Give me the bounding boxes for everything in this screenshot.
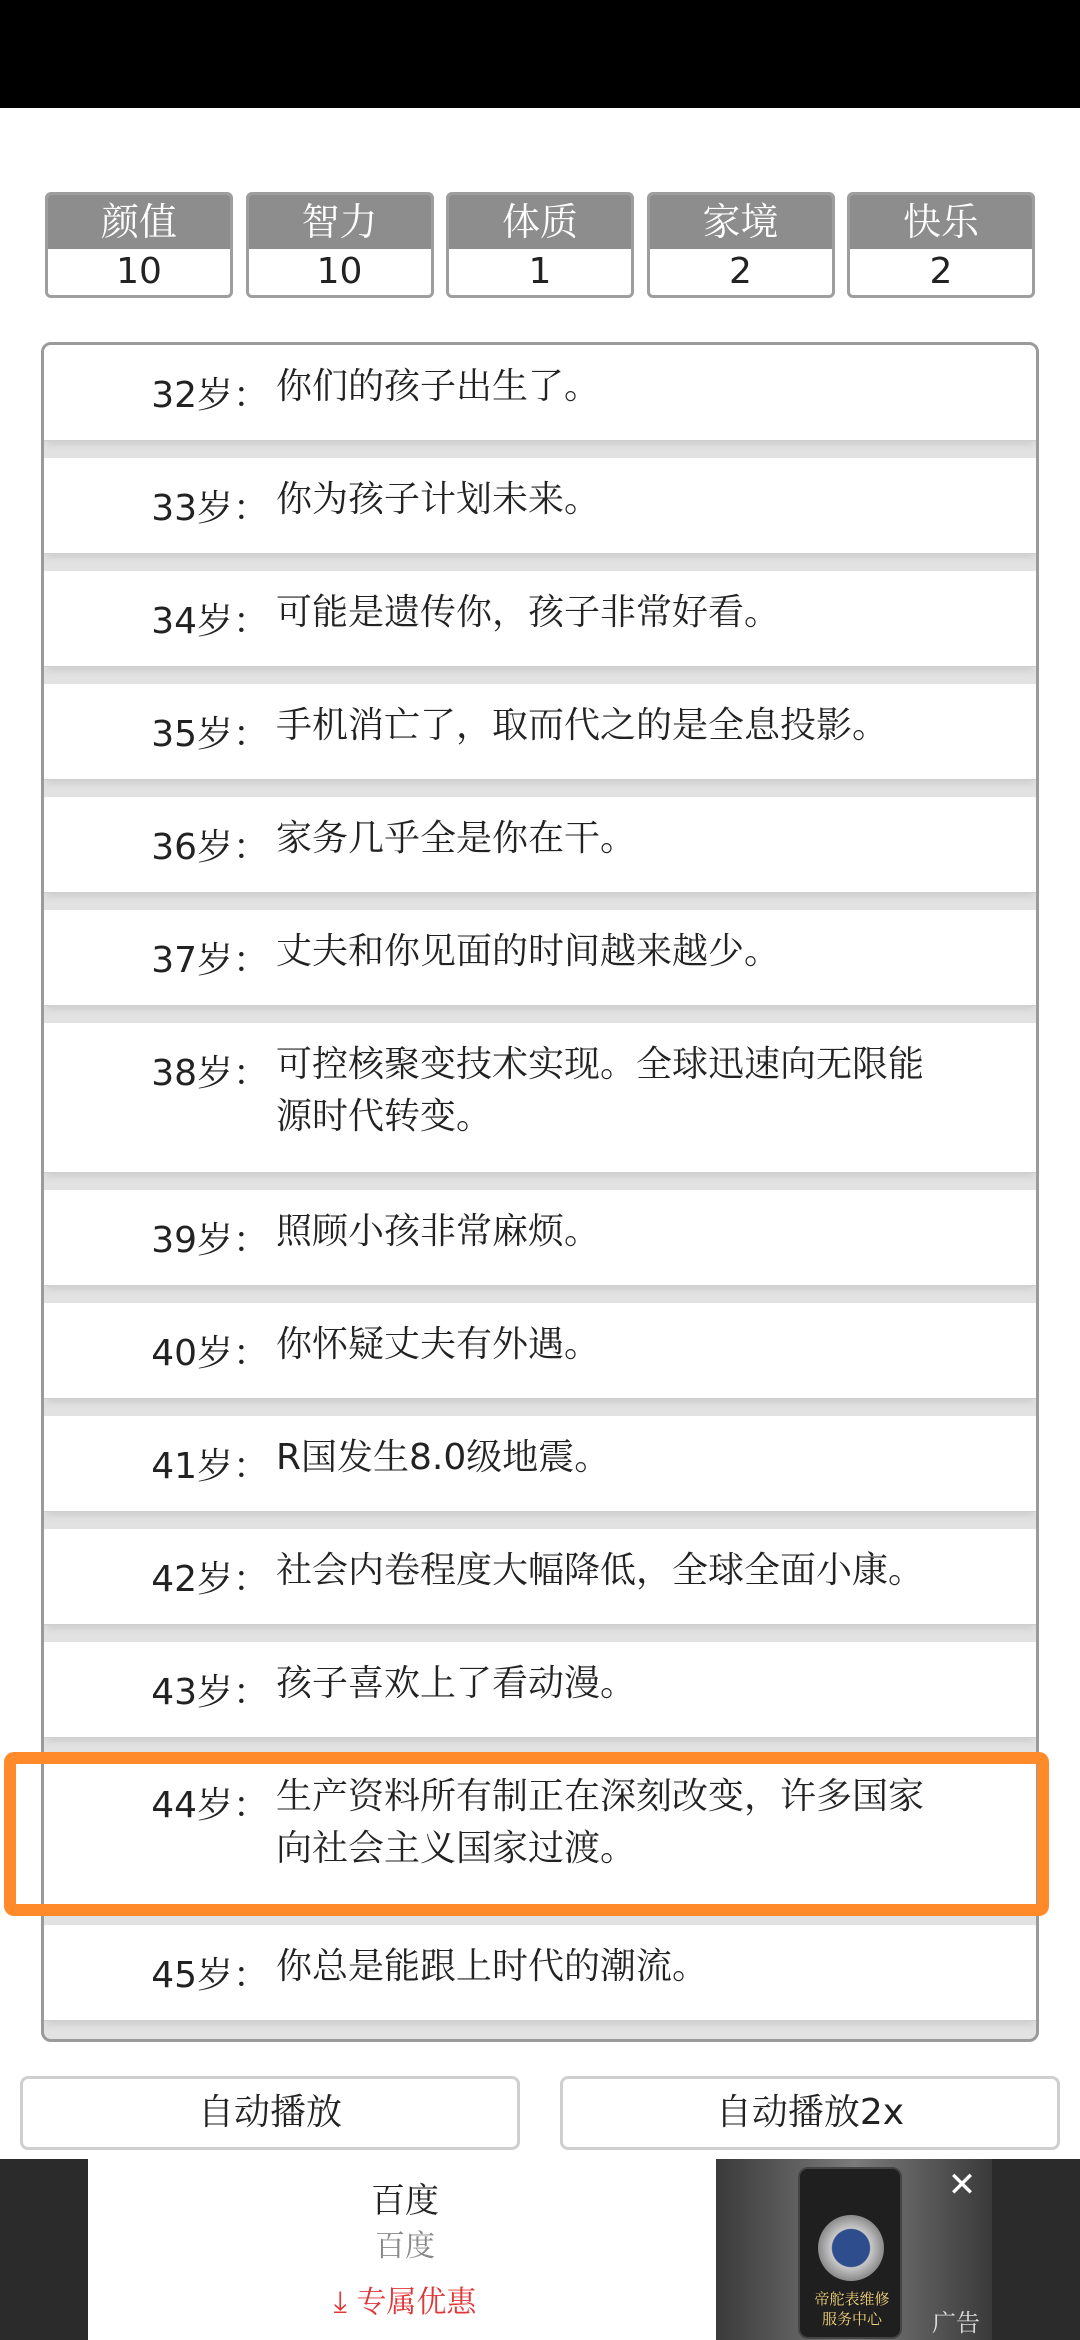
- log-entry: [44, 797, 1036, 893]
- log-text: 照顾小孩非常麻烦。: [276, 1211, 601, 1252]
- stat-label: 快乐: [850, 195, 1032, 249]
- log-age: 45岁：: [151, 1955, 269, 1996]
- stat-label: 家境: [650, 195, 832, 249]
- log-age: 38岁：: [151, 1053, 269, 1094]
- log-entry: [44, 458, 1036, 554]
- log-entry: [44, 910, 1036, 1006]
- stat-label: 体质: [449, 195, 631, 249]
- stat-value: 1: [528, 251, 552, 292]
- ad-image-caption-line: 帝舵表维修: [814, 2290, 890, 2308]
- stat-appearance: [45, 192, 233, 298]
- ad-banner[interactable]: [0, 2159, 1080, 2340]
- log-text: 社会内卷程度大幅降低，全球全面小康。: [276, 1550, 925, 1591]
- stat-value: 2: [929, 251, 953, 292]
- log-entry: [44, 684, 1036, 780]
- ad-subtitle: 百度: [375, 2229, 435, 2264]
- log-text: 你们的孩子出生了。: [276, 366, 601, 407]
- log-age: 34岁：: [151, 601, 269, 642]
- watch-icon: [818, 2215, 884, 2281]
- ad-tag: 广告: [932, 2309, 980, 2337]
- log-age: 33岁：: [151, 488, 269, 529]
- stat-value: 10: [116, 251, 162, 292]
- log-text: 你怀疑丈夫有外遇。: [276, 1324, 601, 1365]
- stat-value: 2: [729, 251, 752, 292]
- log-age: 44岁：: [151, 1785, 269, 1826]
- log-entry: [44, 345, 1036, 441]
- ad-offer-link[interactable]: ⤓ 专属优惠: [333, 2285, 477, 2320]
- log-entry: [44, 1925, 1036, 2021]
- stat-happiness: [847, 192, 1035, 298]
- log-entry: [44, 1416, 1036, 1512]
- close-icon[interactable]: ✕: [947, 2165, 977, 2205]
- log-text: 可控核聚变技术实现。全球迅速向无限能: [276, 1044, 925, 1085]
- log-text: 手机消亡了，取而代之的是全息投影。: [276, 705, 889, 746]
- log-text: 你总是能跟上时代的潮流。: [276, 1946, 709, 1987]
- ad-edge-right: [992, 2159, 1080, 2340]
- stat-family: [647, 192, 835, 298]
- stat-intelligence: [246, 192, 434, 298]
- log-age: 41岁：: [151, 1446, 269, 1487]
- log-entry: [44, 1529, 1036, 1625]
- stat-label: 智力: [249, 195, 431, 249]
- log-text: 孩子喜欢上了看动漫。: [276, 1663, 637, 1704]
- log-text: 家务几乎全是你在干。: [276, 818, 637, 859]
- log-text: 你为孩子计划未来。: [276, 479, 601, 520]
- stat-constitution: [446, 192, 634, 298]
- log-entry: [44, 1303, 1036, 1399]
- ad-edge-left: [0, 2159, 88, 2340]
- log-age: 43岁：: [151, 1672, 269, 1713]
- log-age: 42岁：: [151, 1559, 269, 1600]
- auto-play-2x-button[interactable]: 自动播放2x: [560, 2076, 1060, 2150]
- log-text: 源时代转变。: [276, 1096, 493, 1137]
- stat-value: 10: [316, 251, 363, 292]
- log-entry: [44, 1642, 1036, 1738]
- status-bar: [0, 0, 1080, 108]
- log-text: 生产资料所有制正在深刻改变，许多国家: [276, 1776, 925, 1817]
- log-entry: [44, 571, 1036, 667]
- log-age: 36岁：: [151, 827, 269, 868]
- ad-image[interactable]: [716, 2159, 992, 2340]
- stat-label: 颜值: [48, 195, 230, 249]
- log-text: 向社会主义国家过渡。: [276, 1828, 637, 1869]
- log-text: 可能是遗传你，孩子非常好看。: [276, 592, 781, 633]
- log-text: 丈夫和你见面的时间越来越少。: [276, 931, 781, 972]
- log-age: 39岁：: [151, 1220, 269, 1261]
- log-age: 37岁：: [151, 940, 269, 981]
- ad-title[interactable]: 百度: [371, 2181, 439, 2221]
- highlight-annotation-box: [4, 1752, 1049, 1916]
- ad-image-caption-line: 服务中心: [821, 2310, 882, 2328]
- ad-phone-mockup: [798, 2167, 902, 2339]
- log-age: 40岁：: [151, 1333, 269, 1374]
- log-entry: [44, 1023, 1036, 1173]
- attribute-stats: [45, 192, 1035, 298]
- auto-play-button[interactable]: 自动播放: [20, 2076, 520, 2150]
- log-age: 35岁：: [151, 714, 269, 755]
- log-text: R国发生8.0级地震。: [276, 1437, 611, 1478]
- log-entry: [44, 1190, 1036, 1286]
- ad-image-caption: [804, 2289, 900, 2329]
- log-age: 32岁：: [151, 375, 269, 416]
